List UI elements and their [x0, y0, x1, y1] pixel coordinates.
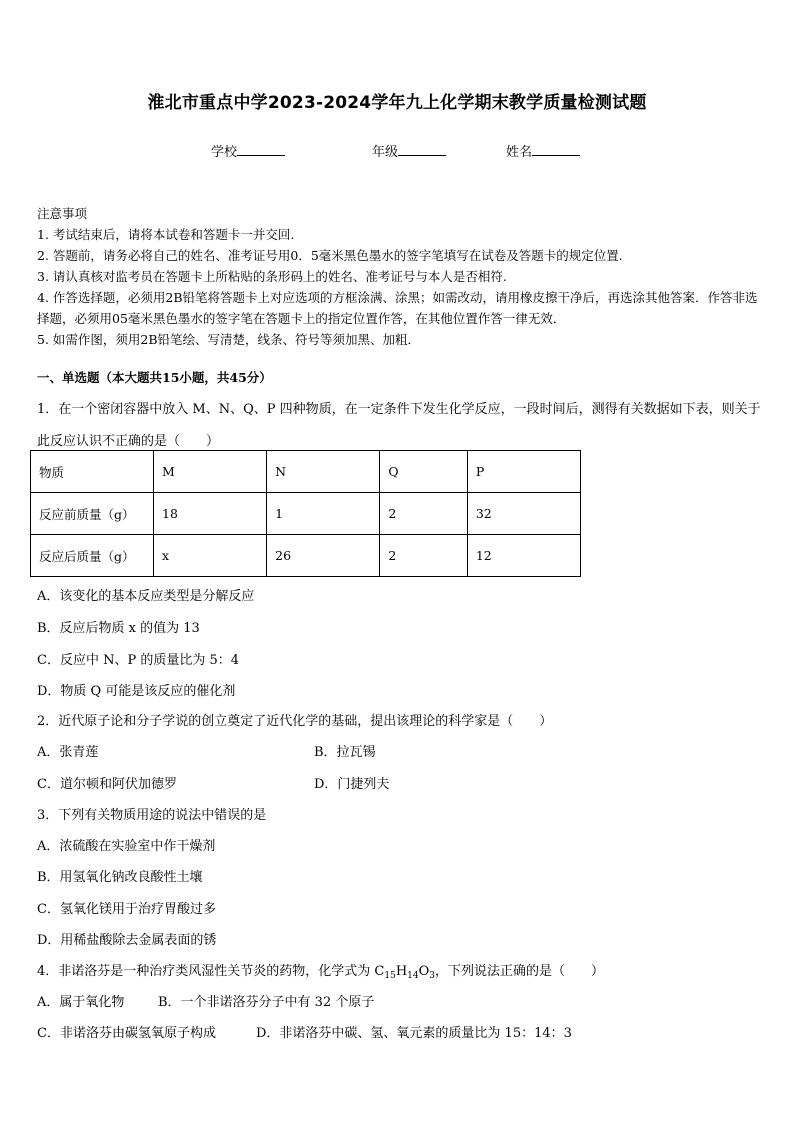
- question-3-option-d: D．用稀盐酸除去金属表面的锈: [37, 933, 217, 948]
- table-cell: M: [154, 451, 267, 493]
- question-2-option-b: B．拉瓦锡: [314, 745, 376, 760]
- question-1-option-d: D．物质 Q 可能是该反应的催化剂: [37, 684, 236, 699]
- question-1-option-b: B．反应后物质 x 的值为 13: [37, 621, 200, 636]
- question-1-option-c: C．反应中 N、P 的质量比为 5：4: [37, 653, 240, 668]
- table-cell: P: [467, 451, 580, 493]
- table-cell: N: [267, 451, 380, 493]
- question-3-stem: 3．下列有关物质用途的说法中错误的是: [37, 808, 267, 823]
- table-header-row: [31, 451, 581, 493]
- table-cell: 1: [267, 493, 380, 535]
- question-4-stem: [37, 960, 604, 981]
- formula-element: O: [418, 964, 430, 979]
- notice-item: 5. 如需作图，须用2B铅笔绘、写清楚，线条、符号等须加黑、加粗．: [37, 332, 421, 347]
- notice-item: 1. 考试结束后，请将本试卷和答题卡一并交回.: [37, 227, 295, 242]
- school-blank: [237, 143, 285, 156]
- notice-block: [37, 203, 767, 350]
- table-cell: 26: [267, 535, 380, 577]
- question-3-option-b: B．用氢氧化钠改良酸性土壤: [37, 870, 203, 885]
- question-4-option-a: A．属于氧化物: [37, 995, 125, 1010]
- school-label: 学校: [211, 145, 238, 160]
- formula-subscript: 15: [384, 971, 396, 981]
- question-4-stem-pre: 4．非诺洛芬是一种治疗类风湿性关节炎的药物，化学式为 C: [37, 964, 385, 979]
- formula-element: H: [395, 964, 408, 979]
- question-2-option-d: D．门捷列夫: [314, 777, 390, 792]
- table-row: [31, 493, 581, 535]
- table-cell: x: [154, 535, 267, 577]
- notice-item: 4. 作答选择题，必须用2B铅笔将答题卡上对应选项的方框涂满、涂黑；如需改动，请用橡皮擦干净后，再选涂其他答案．作答非选择题，必须用05毫米黑色墨水的签字笔在答题卡上的指定位置作答，在其他位置作答一律无效．: [37, 290, 758, 326]
- question-4-stem-post: ，下列说法正确的是（ ）: [435, 964, 605, 979]
- table-cell: 32: [467, 493, 580, 535]
- question-2-option-c: C．道尔顿和阿伏加德罗: [37, 777, 177, 792]
- question-1-stem: 1．在一个密闭容器中放入 M、N、Q、P 四种物质，在一定条件下发生化学反应，一段时间后，测得有关数据如下表，则关于此反应认识不正确的是（ ）: [37, 402, 761, 449]
- grade-blank: [398, 143, 446, 156]
- question-4-option-c: C．非诺洛芬由碳氢氧原子构成: [37, 1026, 216, 1041]
- formula-subscript: 14: [407, 971, 419, 981]
- table-cell: 12: [467, 535, 580, 577]
- formula-subscript: 3: [429, 971, 436, 981]
- table-cell: 2: [380, 493, 467, 535]
- school-field: [211, 141, 285, 160]
- table-cell: Q: [380, 451, 467, 493]
- name-blank: [532, 143, 580, 156]
- question-3-option-a: A．浓硫酸在实验室中作干燥剂: [37, 839, 216, 854]
- table-row: [31, 535, 581, 577]
- name-field: [506, 141, 580, 160]
- grade-field: [372, 141, 446, 160]
- table-cell: 2: [380, 535, 467, 577]
- table-cell: 反应后质量（g）: [31, 535, 154, 577]
- grade-label: 年级: [372, 145, 399, 160]
- question-2-stem: 2．近代原子论和分子学说的创立奠定了近代化学的基础，提出该理论的科学家是（ ）: [37, 714, 553, 729]
- question-3-option-c: C．氢氧化镁用于治疗胃酸过多: [37, 902, 216, 917]
- name-label: 姓名: [506, 145, 533, 160]
- section-heading: 一、单选题（本大题共15小题，共45分）: [37, 370, 272, 385]
- question-4-option-b: B．一个非诺洛芬分子中有 32 个原子: [158, 995, 375, 1010]
- table-cell: 反应前质量（g）: [31, 493, 154, 535]
- question-1-option-a: A．该变化的基本反应类型是分解反应: [37, 589, 255, 604]
- data-table: [30, 450, 581, 577]
- table-cell: 物质: [31, 451, 154, 493]
- question-2-option-a: A．张青莲: [37, 745, 99, 760]
- exam-title: 淮北市重点中学2023-2024学年九上化学期末教学质量检测试题: [147, 93, 647, 113]
- notice-heading: 注意事项: [37, 206, 88, 221]
- notice-item: 3. 请认真核对监考员在答题卡上所粘贴的条形码上的姓名、准考证号与本人是否相符.: [37, 269, 507, 284]
- notice-item: 2. 答题前，请务必将自己的姓名、准考证号用0．5毫米黑色墨水的签字笔填写在试卷及答题卡的规定位置.: [37, 248, 623, 263]
- table-cell: 18: [154, 493, 267, 535]
- question-4-option-d: D．非诺洛芬中碳、氢、氧元素的质量比为 15：14：3: [256, 1026, 572, 1041]
